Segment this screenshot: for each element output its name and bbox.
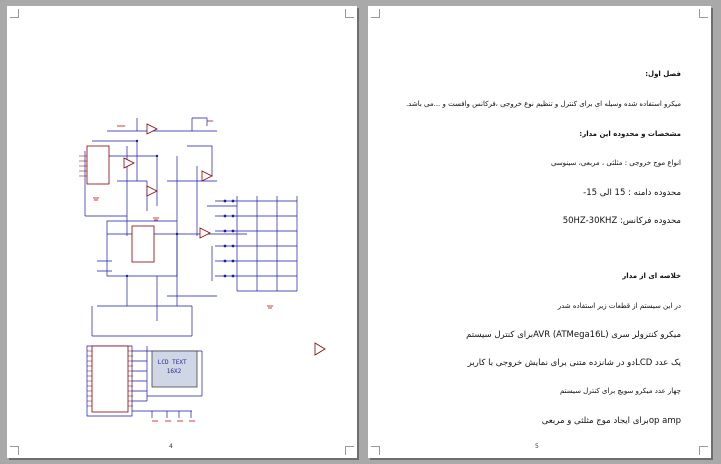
wave-types: انواع موج خروجی : مثلثی ، مربعی، سینوسی — [550, 159, 681, 167]
schematic-page — [7, 6, 357, 458]
circuit-schematic — [7, 6, 357, 458]
parts-intro: در این سیستم از قطعات زیر استفاده شدر — [557, 302, 681, 310]
parts-item-switch: چهار عدد میکرو سویچ برای کنترل سیستم — [559, 387, 681, 395]
spec-heading: مشخصات و محدوده این مدار: — [579, 130, 681, 138]
parts-item-opamp: op ampبرای ایجاد موج مثلثی و مربعی — [541, 416, 681, 426]
frequency-range: محدوده فرکانس: 50HZ-30KHZ — [562, 216, 681, 226]
crop-mark-bottom-left — [371, 446, 380, 455]
intro-paragraph: میکرو استفاده شده وسیله ای برای کنترل و تنظیم نوع خروجی ،فرکانس وافست و ...می باشد. — [405, 100, 681, 108]
summary-heading: خلاصه ای از مدار — [622, 272, 681, 280]
chapter-heading: فصل اول: — [645, 70, 681, 78]
crop-mark-top-left — [371, 9, 380, 18]
parts-item-lcd: یک عدد LCDدو در شانزده متنی برای نمایش خروجی با کاربر — [467, 358, 681, 368]
crop-mark-top-right — [699, 9, 708, 18]
lcd-label: LCD TEXT 16X2 — [157, 359, 187, 375]
parts-item-avr: میکرو کنترولر سری AVR (ATMega16L)برای کنترل سیستم — [466, 330, 681, 340]
text-page — [368, 6, 711, 458]
crop-mark-bottom-right — [699, 446, 708, 455]
page-number-right: 5 — [535, 443, 539, 450]
page-number-left: 4 — [169, 443, 173, 450]
amplitude-range: محدوده دامنه : 15 الی 15- — [583, 188, 681, 198]
